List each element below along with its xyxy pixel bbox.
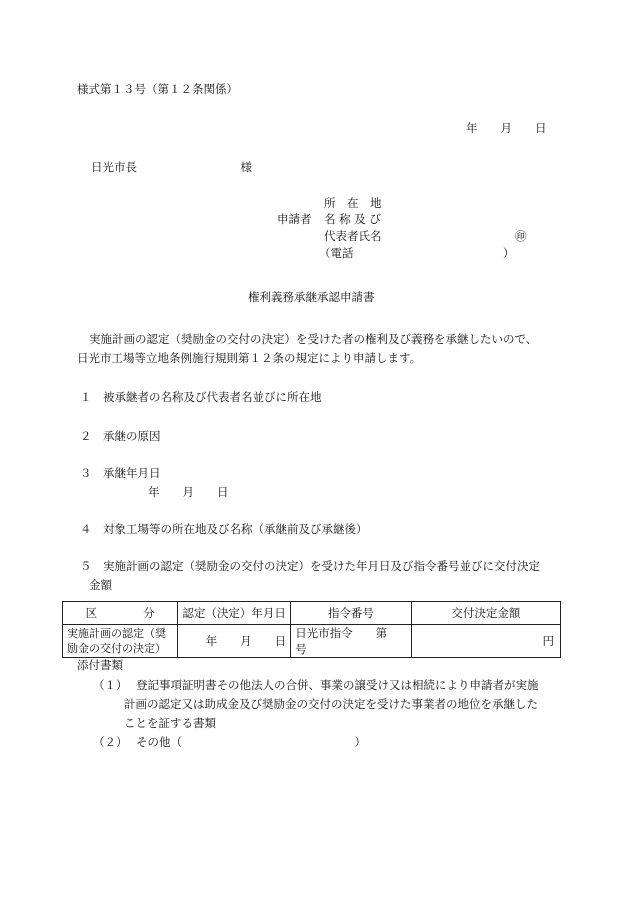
attachment-1-number: （１）	[93, 678, 128, 692]
applicant-phone-label: （電話 ）	[319, 246, 515, 260]
document-title: 権利義務承継承認申請書	[248, 290, 375, 304]
header-grant-amount: 交付決定金額	[411, 602, 560, 625]
cell-directive-number: 日光市指令 第 号	[291, 625, 412, 658]
cell-category: 実施計画の認定（奨励金の交付の決定）	[63, 625, 178, 658]
attachment-2-text: その他（ ）	[136, 735, 366, 749]
header-directive-number: 指令番号	[291, 602, 412, 625]
body-text-line-2: 日光市工場等立地条例施行規則第１２条の規定により申請します。	[77, 351, 422, 365]
item-5-line-2: 金額	[89, 578, 112, 592]
certification-table	[62, 601, 561, 658]
item-3: ３ 承継年月日	[80, 466, 161, 480]
attachments-heading: 添付書類	[77, 658, 123, 672]
header-category: 区 分	[63, 602, 178, 625]
header-certification-date: 認定（決定）年月日	[178, 602, 291, 625]
table-header-row	[63, 602, 561, 625]
item-2: ２ 承継の原因	[80, 429, 161, 443]
item-5-line-1: ５ 実施計画の認定（奨励金の交付の決定）を受けた年月日及び指令番号並びに交付決定	[80, 559, 540, 573]
applicant-address-label: 所 在 地	[324, 196, 382, 210]
attachment-2-number: （２）	[93, 735, 128, 749]
applicant-role-label: 申請者	[277, 212, 312, 226]
item-1: １ 被承継者の名称及び代表者名並びに所在地	[80, 390, 322, 404]
attachment-1-line-3: ことを証する書類	[124, 716, 216, 730]
seal-mark: ㊞	[515, 229, 527, 243]
cell-certification-date: 年 月 日	[178, 625, 291, 658]
attachment-1-line-2: 計画の認定又は助成金及び奨励金の交付の決定を受けた事業者の地位を承継した	[124, 697, 538, 711]
table-row	[63, 625, 561, 658]
addressee: 日光市長 様	[91, 160, 252, 174]
applicant-name-label: 名 称 及 び	[324, 212, 381, 226]
body-text-line-1: 実施計画の認定（奨励金の交付の決定）を受けた者の権利及び義務を承継したいので、	[89, 332, 538, 346]
item-3-date: 年 月 日	[148, 485, 229, 499]
date-line: 年 月 日	[466, 121, 547, 135]
item-4: ４ 対象工場等の所在地及び名称（承継前及び承継後）	[80, 522, 368, 536]
form-number: 様式第１３号（第１２条関係）	[77, 82, 238, 96]
attachment-1-line-1: 登記事項証明書その他法人の合併、事業の譲受け又は相続により申請者が実施	[136, 678, 539, 692]
cell-grant-amount: 円	[411, 625, 560, 658]
applicant-representative-label: 代表者氏名	[324, 229, 382, 243]
